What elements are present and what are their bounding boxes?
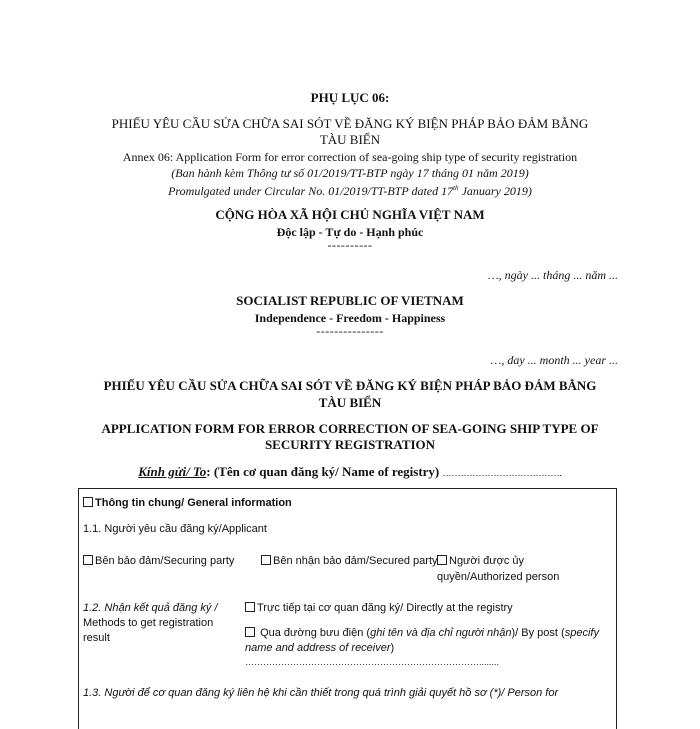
- option-post-cont: name and address of receiver): [245, 642, 395, 654]
- form-title-en-line2: SECURITY REGISTRATION: [264, 437, 436, 452]
- divider-en: ---------------: [316, 324, 384, 338]
- section-title: Thông tin chung/ General information: [95, 497, 292, 509]
- annex-number: PHỤ LỤC 06:: [310, 90, 390, 105]
- divider-vi: ----------: [327, 238, 373, 252]
- option-secured-party[interactable]: [261, 555, 438, 567]
- form-title-vi-line1: PHIẾU YÊU CẦU SỬA CHỮA SAI SÓT VỀ ĐĂNG KÝ BIỆN PHÁP BẢO ĐẢM BẰNG: [103, 378, 597, 393]
- national-motto-vi: Độc lập - Tự do - Hạnh phúc: [276, 225, 424, 239]
- option-direct[interactable]: [245, 602, 513, 614]
- checkbox-icon[interactable]: [83, 555, 93, 565]
- option-securing-party[interactable]: [83, 555, 234, 567]
- checkbox-icon[interactable]: [261, 555, 271, 565]
- section-checkbox-icon: [83, 497, 93, 507]
- result-label-line2: Methods to get registration: [83, 617, 214, 629]
- option-authorized-person[interactable]: [437, 555, 524, 567]
- annex-title-vi-line2: TÀU BIỂN: [319, 132, 381, 147]
- checkbox-icon[interactable]: [245, 602, 255, 612]
- addressee-line: [0, 464, 700, 481]
- form-title-vi-line2: TÀU BIỂN: [318, 395, 382, 410]
- option-authorized-person-cont: quyền/Authorized person: [437, 571, 560, 583]
- post-address-dots[interactable]: ……………………………………………………………………........: [245, 657, 500, 667]
- checkbox-icon[interactable]: [437, 555, 447, 565]
- general-info-form: [78, 488, 617, 729]
- option-label: Bên bảo đảm/Securing party: [95, 555, 235, 567]
- result-label-line1: 1.2. Nhận kết quả đăng ký /: [83, 602, 218, 614]
- form-title-en-line1: APPLICATION FORM FOR ERROR CORRECTION OF SEA-GOING SHIP TYPE OF: [101, 421, 599, 436]
- applicant-label: 1.1. Người yêu cầu đăng ký/Applicant: [83, 523, 267, 535]
- addressee-text: : (Tên cơ quan đăng ký/ Name of registry): [206, 464, 440, 479]
- date-line-vi: …, ngày ... tháng ... năm ...: [488, 268, 618, 282]
- issued-note-en: Promulgated under Circular No. 01/2019/TT-BTP dated 17th January 2019): [168, 184, 532, 198]
- section-general-info: [83, 497, 292, 509]
- date-line-en: …, day ... month ... year ...: [490, 353, 618, 367]
- addressee-dots: ………………………………….: [442, 468, 562, 478]
- checkbox-icon[interactable]: [245, 627, 255, 637]
- option-label: Người được ủy: [449, 555, 525, 567]
- option-label: Trực tiếp tại cơ quan đăng ký/ Directly at the registry: [257, 602, 513, 614]
- option-label: Bên nhận bảo đảm/Secured party: [273, 555, 438, 567]
- issued-note-vi: (Ban hành kèm Thông tư số 01/2019/TT-BTP ngày 17 tháng 01 năm 2019): [171, 166, 529, 180]
- national-motto-en: Independence - Freedom - Happiness: [254, 311, 446, 325]
- contact-person-label: 1.3. Người để cơ quan đăng ký liên hệ khi cần thiết trong quá trình giải quyết hồ sơ (*)/ Person for: [83, 687, 559, 699]
- annex-title-en: Annex 06: Application Form for error correction of sea-going ship type of security registration: [122, 150, 578, 164]
- country-name-vi: CỘNG HÒA XÃ HỘI CHỦ NGHĨA VIỆT NAM: [215, 207, 485, 222]
- result-label-line3: result: [83, 632, 110, 644]
- option-post[interactable]: Qua đường bưu điện (ghi tên và địa chỉ người nhận)/ By post (specify: [245, 627, 599, 639]
- country-name-en: SOCIALIST REPUBLIC OF VIETNAM: [236, 293, 464, 308]
- annex-title-vi-line1: PHIẾU YÊU CẦU SỬA CHỮA SAI SÓT VỀ ĐĂNG KÝ BIỆN PHÁP BẢO ĐẢM BẰNG: [111, 116, 589, 131]
- addressee-label: Kính gửi/ To: [138, 464, 207, 479]
